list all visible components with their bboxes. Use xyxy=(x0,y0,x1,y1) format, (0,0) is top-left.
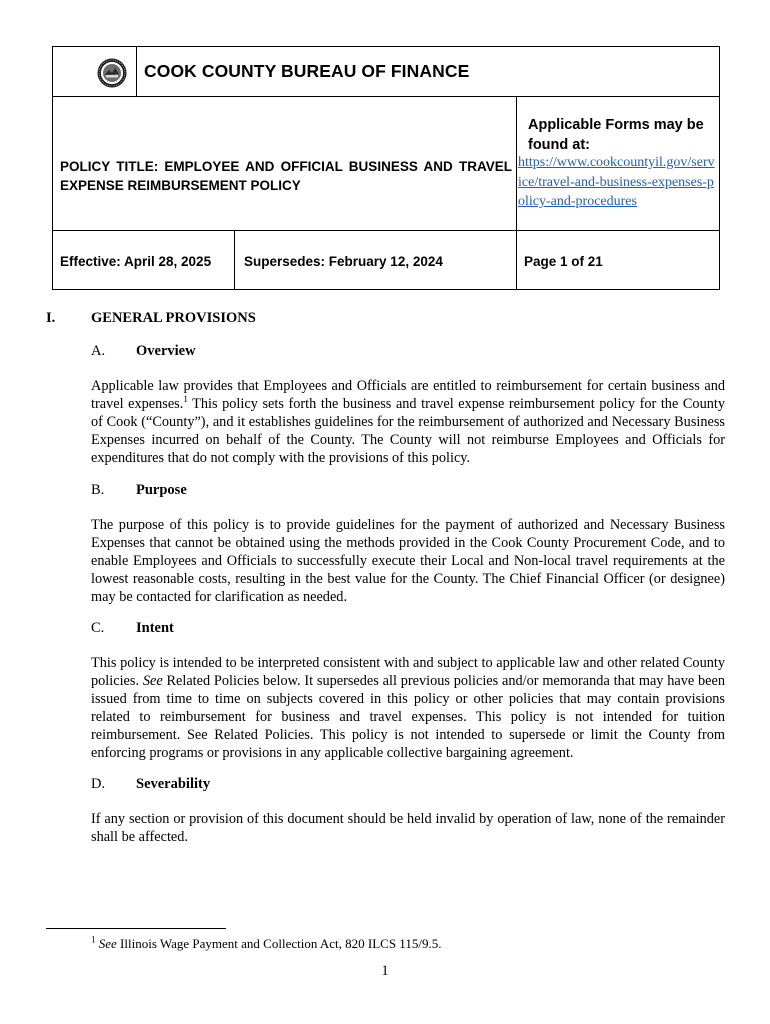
paragraph-text: This policy is intended to be interpreted consistent with and subject to applicable law and other related County policies. xyxy=(91,655,725,689)
page-indicator: Page 1 of 21 xyxy=(524,254,603,269)
footnote-emphasis: See xyxy=(98,936,117,951)
footnote-ref: 1 xyxy=(183,394,188,405)
subsection-title-intent: Intent xyxy=(136,620,174,636)
footnote-text: Illinois Wage Payment and Collection Act, 820 ILCS 115/9.5. xyxy=(116,936,442,951)
header-divider xyxy=(53,96,719,97)
paragraph-severability: If any section or provision of this document should be held invalid by operation of law, none of the remainder shall be affected. xyxy=(91,811,725,845)
subsection-title-overview: Overview xyxy=(136,343,196,359)
subsection-title-severability: Severability xyxy=(136,776,211,792)
footnote-number: 1 xyxy=(91,934,96,945)
paragraph-intent xyxy=(91,654,725,762)
paragraph-overview xyxy=(91,377,725,467)
footnote-rule xyxy=(46,928,226,929)
subsection-letter: C. xyxy=(91,620,105,636)
forms-link[interactable]: https://www.cookcountyil.gov/service/travel-and-business-expenses-policy-and-procedures xyxy=(518,155,715,209)
subsection-letter: B. xyxy=(91,482,105,498)
header-table xyxy=(52,46,720,290)
effective-date: Effective: April 28, 2025 xyxy=(60,254,212,269)
section-number: I. xyxy=(46,310,56,326)
bureau-name: COOK COUNTY BUREAU OF FINANCE xyxy=(144,61,470,81)
paragraph-purpose: The purpose of this policy is to provide guidelines for the payment of authorized and Necessary Business Expenses that cannot be obtained using the methods provided in the Cook County Procurement Code, and to enable Employees and Officials to successfully execute their Local and Non-local travel requirements at the lowest reasonable costs, resulting in the best value for the County. The Chief Financial Officer (or designee) may be contacted for clarification as needed. xyxy=(91,517,725,605)
paragraph-text: Related Policies below. It supersedes all previous policies and/or memoranda that may have been issued from time to time on subjects covered in this policy or other policies that may contain provisions related to reimbursement for business and travel expenses. This policy is not intended for tuition reimbursement. See Related Policies. This policy is not intended to supersede or limit the County from enforcing programs or provisions in any applicable collective bargaining agreement. xyxy=(91,673,725,761)
section-title: GENERAL PROVISIONS xyxy=(91,310,256,326)
paragraph-text: This policy sets forth the business and travel expense reimbursement policy for the County of Cook (“County”), and it establishes guidelines for the reimbursement of authorized and Necessary Business Expenses incurred on behalf of the County. The County will not reimburse Employees and Officials for expenditures that do not comply with the provisions of this policy. xyxy=(91,396,725,466)
subsection-letter: D. xyxy=(91,776,106,792)
forms-label: Applicable Forms may be found at: xyxy=(528,117,704,153)
subsection-letter: A. xyxy=(91,343,106,359)
paragraph-text: Applicable law provides that Employees and Officials are entitled to reimbursement for certain business and travel expenses. xyxy=(91,378,725,412)
paragraph-emphasis: See xyxy=(142,673,163,689)
page-number: 1 xyxy=(381,963,389,979)
header-divider xyxy=(516,96,517,289)
footnote xyxy=(91,936,441,952)
header-divider xyxy=(53,230,719,231)
policy-title: POLICY TITLE: EMPLOYEE AND OFFICIAL BUSINESS AND TRAVEL EXPENSE REIMBURSEMENT POLICY xyxy=(60,159,512,193)
header-divider xyxy=(136,47,137,96)
county-seal-icon xyxy=(97,58,127,88)
supersedes-date: Supersedes: February 12, 2024 xyxy=(244,254,443,269)
header-divider xyxy=(234,230,235,289)
subsection-title-purpose: Purpose xyxy=(136,482,187,498)
